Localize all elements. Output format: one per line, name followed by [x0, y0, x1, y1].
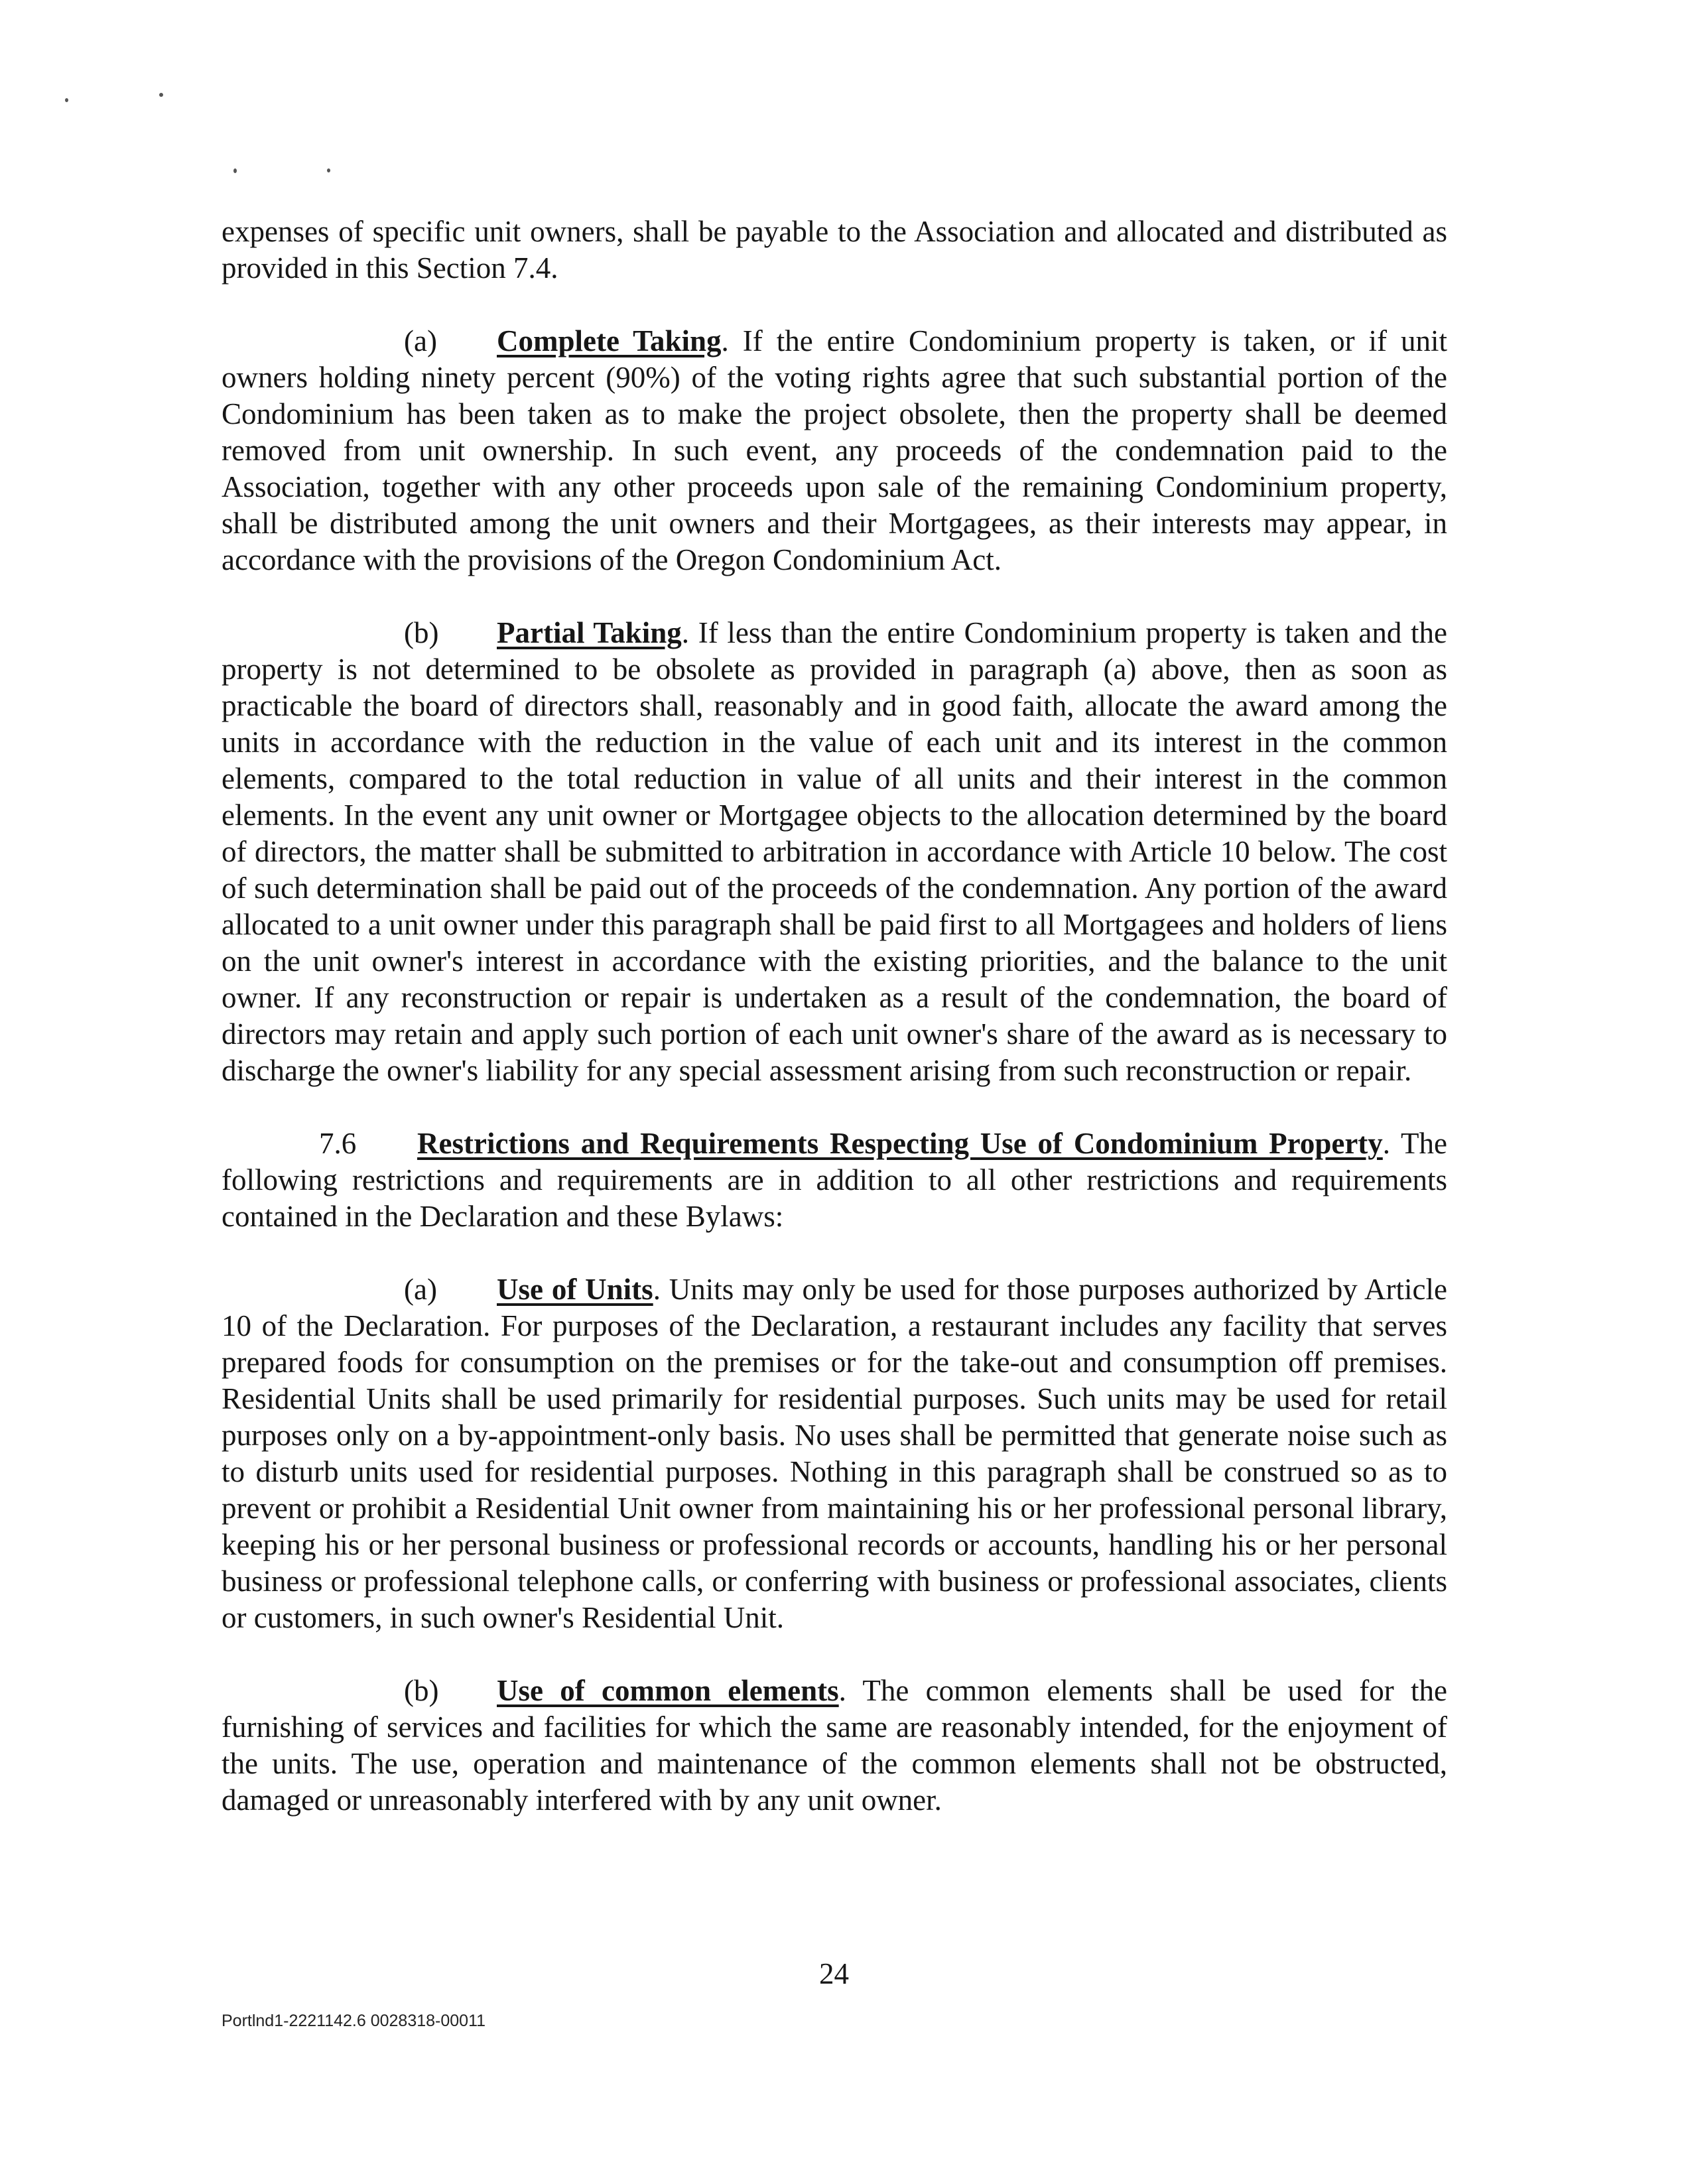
paragraph-use-of-units: [222, 1271, 1447, 1636]
scan-speck: [159, 93, 163, 97]
paragraph-label: (a): [404, 1273, 437, 1306]
section-7-6: [222, 1125, 1447, 1235]
document-id: Portlnd1-2221142.6 0028318-00011: [222, 2012, 486, 2030]
heading-use-of-common-elements: Use of common elements: [497, 1674, 839, 1707]
intro-text: expenses of specific unit owners, shall be payable to the Association and allocated and distributed as provided in this Section 7.4.: [222, 215, 1447, 285]
scan-speck: [233, 168, 237, 173]
paragraph-body: . The following restrictions and requirements are in addition to all other restrictions and requirements contained in the Declaration and these Bylaws:: [222, 1127, 1447, 1233]
paragraph-label: (b): [404, 616, 439, 649]
heading-partial-taking: Partial Taking: [497, 616, 682, 649]
section-number: 7.6: [319, 1127, 357, 1160]
intro-paragraph: [222, 214, 1447, 287]
paragraph-partial-taking: [222, 615, 1447, 1089]
page-number: 24: [819, 1957, 849, 1990]
document-body: [222, 214, 1447, 1855]
heading-use-of-units: Use of Units: [497, 1273, 653, 1306]
paragraph-body: . If less than the entire Condominium property is taken and the property is not determined to be obsolete as provided in paragraph (a) above, then as soon as practicable the board of directors shall, reasonably and in good faith, allocate the award among the units in accordance with the reduction in the value of each unit and its interest in the common elements, compared to the total reduction in value of all units and their interest in the common elements. In the event any unit owner or Mortgagee objects to the allocation determined by the board of directors, the matter shall be submitted to arbitration in accordance with Article 10 below. The cost of such determination shall be paid out of the proceeds of the condemnation. Any portion of the award allocated to a unit owner under this paragraph shall be paid first to all Mortgagees and holders of liens on the unit owner's interest in accordance with the existing priorities, and the balance to the unit owner. If any reconstruction or repair is undertaken as a result of the condemnation, the board of directors may retain and apply such portion of each unit owner's share of the award as is necessary to discharge the owner's liability for any special assessment arising from such reconstruction or repair.: [222, 616, 1447, 1087]
scan-speck: [327, 168, 330, 172]
paragraph-complete-taking: [222, 323, 1447, 578]
paragraph-label: (b): [404, 1674, 439, 1707]
scan-speck: [65, 98, 68, 102]
paragraph-body: . Units may only be used for those purposes authorized by Article 10 of the Declaration. For purposes of the Declaration, a restaurant includes any facility that serves prepared foods for consumption on the premises or for the take-out and consumption off premises. Residential Units shall be used primarily for residential purposes. Such units may be used for retail purposes only on a by-appointment-only basis. No uses shall be permitted that generate noise such as to disturb units used for residential purposes. Nothing in this paragraph shall be construed so as to prevent or prohibit a Residential Unit owner from maintaining his or her professional personal library, keeping his or her personal business or professional records or accounts, handling his or her personal business or professional telephone calls, or conferring with business or professional associates, clients or customers, in such owner's Residential Unit.: [222, 1273, 1447, 1634]
paragraph-body: . The common elements shall be used for the furnishing of services and facilities for which the same are reasonably intended, for the enjoyment of the units. The use, operation and maintenance of the common elements shall not be obstructed, damaged or unreasonably interfered with by any unit owner.: [222, 1674, 1447, 1817]
heading-complete-taking: Complete Taking: [497, 324, 722, 357]
heading-restrictions: Restrictions and Requirements Respecting Use of Condominium Property: [417, 1127, 1383, 1160]
paragraph-use-of-common-elements: [222, 1673, 1447, 1819]
paragraph-body: . If the entire Condominium property is taken, or if unit owners holding ninety percent (90%) of the voting rights agree that such substantial portion of the Condominium has been taken as to make the project obsolete, then the property shall be deemed removed from unit ownership. In such event, any proceeds of the condemnation paid to the Association, together with any other proceeds upon sale of the remaining Condominium property, shall be distributed among the unit owners and their Mortgagees, as their interests may appear, in accordance with the provisions of the Oregon Condominium Act.: [222, 324, 1448, 576]
paragraph-label: (a): [404, 324, 437, 357]
